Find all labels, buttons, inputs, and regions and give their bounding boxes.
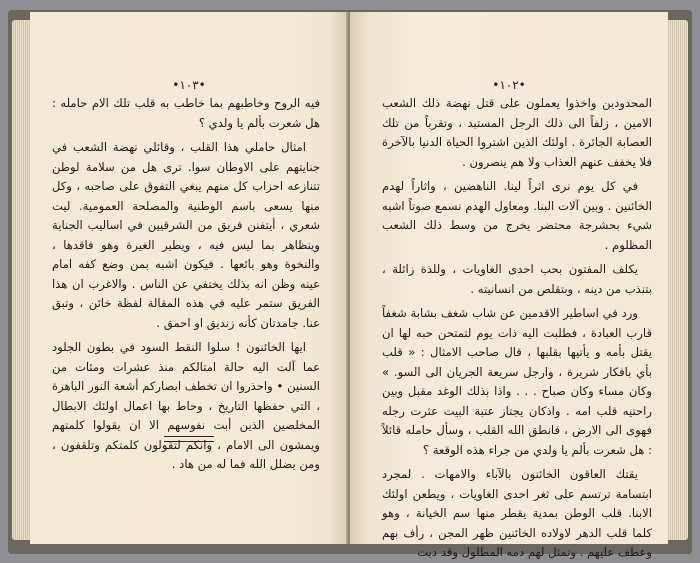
page-number: •١٠٣• xyxy=(172,78,206,92)
paragraph: امثال حاملي هذا القلب ، وقائلي نهضة الشعب في جنايتهم على الاوطان سوا. ترى هل من سلامة لوطن تتنازعه احزاب كل منهم يبغي التفوق على صاحبه ، وكل منها يسعى باسم الوطنية والمصلحة العمومية. ليت شعري ، أيتفنن فريق من الشرقيين في اساليب الجناية وينظاهر بما ليس فيه ، ويطير الغيرة وهو فاقدها ، والنخوة وهو بائعها . فيكون اشبه بمن وضع كفه امام عينه وظن انه بذلك يختفي عن الناس . والاغرب ان هذا الفريق ستمر عليه في هذه المقالة لفظة خائن ، وتبق عنا. جامدتان كأنه زنديق او احمق . xyxy=(52,140,320,330)
left-page-edges xyxy=(12,20,32,540)
right-page xyxy=(350,12,668,559)
paragraph: يكلف المفتون بحب احدى الغاويات ، وللذة زائلة ، بتنذب من دينه ، وبتقلص من انسانيته . xyxy=(382,262,652,296)
section-divider xyxy=(164,436,214,442)
left-page xyxy=(30,12,348,544)
page-text xyxy=(52,94,320,475)
page-number: •١٠٢• xyxy=(492,78,526,92)
page-text xyxy=(382,94,652,563)
paragraph: المحدودين واخذوا يعملون على قتل نهضة ذلك الشعب الامين ، زلفاً الى ذلك الرجل المستبد ، وتقرباً من تلك العصابة الجائرة . اولئك الذين اشتروا الحياة الدنيا بالآخرة فلا يخفف عنهم العذاب ولا هم ينصرون . xyxy=(382,96,652,169)
right-page-edges xyxy=(666,20,688,540)
paragraph: في كل يوم نرى اثراً لينا. الناهضين ، واثاراً لهدم الخائنين . وبين آلات البنا. ومعاول الهدم نسمع صوتاً اشبه شيء بحشرجة محتضر يخرج من وسط ذلك الشعب المظلوم . xyxy=(382,179,652,252)
paragraph: فيه الروح وخاطبهم بما خاطب به قلب تلك الام حامله : هل شعرت بألم يا ولدي ؟ xyxy=(52,96,320,130)
paragraph: ايها الخائنون ! سلوا النقط السود في بطون الجلود عما آلت اليه حالة امتالكم منذ عشرات ومئات من السنين • واحذروا ان تخطف ابصاركم أشعة النور الباهرة ، التي حفظها التاريخ ، وحاط بها اعمال اولئك الابطال المخلصين الذين أبت نفوسهم الا ان يقولوا كلمتهم ويمشون الى الامام ، وانكم لتقولون كلمتكم وتلقفون ، ومن يضلل الله فما له من هاد . xyxy=(52,340,320,471)
paragraph: يقتك العاقون الخائنون بالآباء والامهات . لمجرد ابتسامة ترتسم على ثغر احدى الغاويات ، ويطعن اولئك الابنا. قلب الوطن بمدية يقطر منها سم الخيانة ، وهو كلما قلب الدهر لاولاده الخائنين ظهر المجن ، رأف بهم وعطف عليهم . وتمثل لهم دمه المطلول وقد دبت xyxy=(382,467,652,559)
paragraph: ورد في اساطير الاقدمين عن شاب شغف بشابة شغفاً قارب العبادة ، فطلبت اليه ذات يوم لتمتحن حبه لها ان يقتل بأمه و يأتيها بقلبها ، قال صاحب الامثال : « قلب بأي بافكار شريرة ، وارجل سريعة الجريان الى السو. » وكان مساء وكان صباح . . . واذا بذلك الوغد مقبل وبين راحتيه قلب امه . واذكان يجتاز عتبة البيت عثرت رجله فهوى الى الارض ، فانطق الله القلب ، وسأل حامله قائلاً : هل شعرت بألم يا ولدي من جراء هذه الوقعة ؟ xyxy=(382,306,652,457)
